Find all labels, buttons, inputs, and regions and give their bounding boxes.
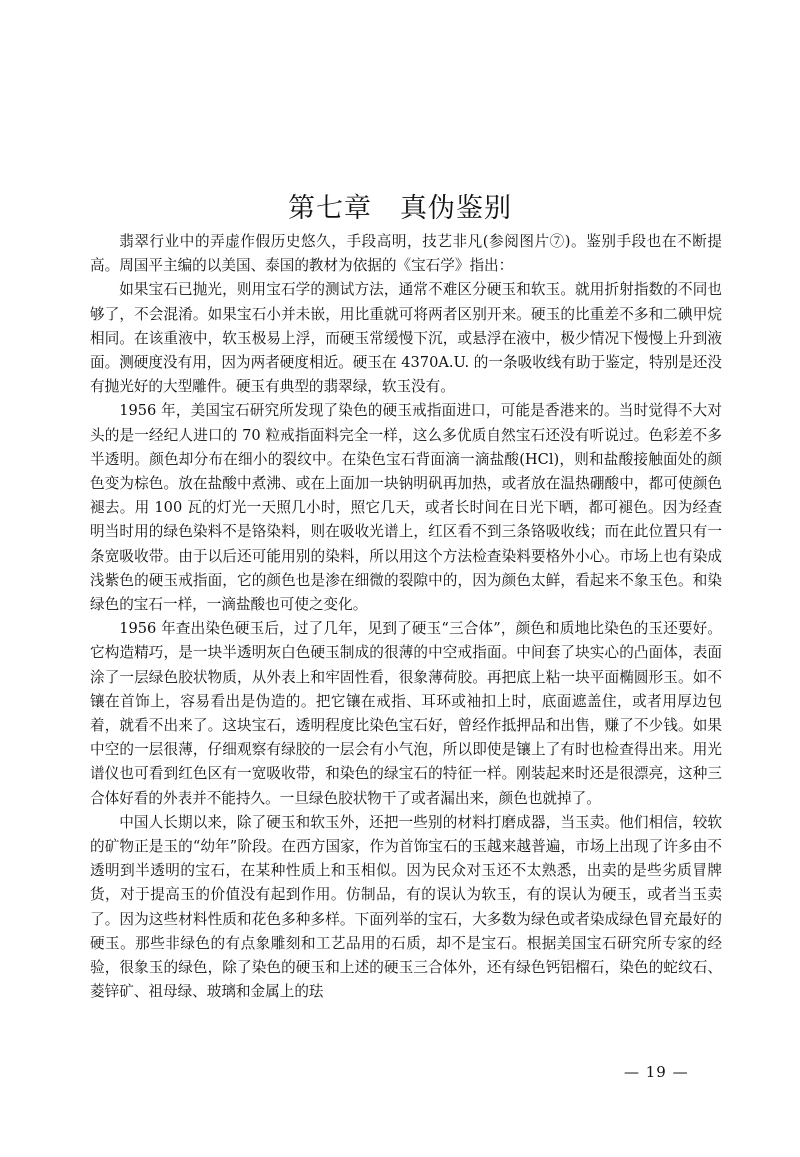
paragraph: 如果宝石已抛光，则用宝石学的测试方法，通常不难区分硬玉和软玉。就用折射指数的不同也够了，不会混淆。如果宝石小并未嵌，用比重就可将两者区别开来。硬玉的比重差不多和二碘甲烷相同。在该重液中，软玉极易上浮，而硬玉常缓慢下沉，或悬浮在液中，极少情况下慢慢上升到液面。测硬度没有用，因为两者硬度相近。硬玉在 4370A.U. 的一条吸收线有助于鉴定，特别是还没有抛光好的大型雕件。硬玉有典型的翡翠绿，软玉没有。: [90, 281, 722, 396]
chapter-title: 第七章 真伪鉴别: [288, 193, 512, 225]
paragraph: 翡翠行业中的弄虚作假历史悠久，手段高明，技艺非凡(参阅图片⑦)。鉴别手段也在不断提高。周国平主编的以美国、泰国的教材为依据的《宝石学》指出：: [90, 233, 722, 275]
page-number: — 19 —: [624, 1063, 689, 1081]
paragraph: 中国人长期以来，除了硬玉和软玉外，还把一些别的材料打磨成器，当玉卖。他们相信，较软的矿物正是玉的“幼年”阶段。在西方国家，作为首饰宝石的玉越来越普遍，市场上出现了许多由不透明到半透明的宝石，在某种性质上和玉相似。因为民众对玉还不太熟悉，出卖的是些劣质冒牌货，对于提高玉的价值没有起到作用。仿制品，有的误认为软玉，有的误认为硬玉，或者当玉卖了。因为这些材料性质和花色多种多样。下面列举的宝石，大多数为绿色或者染成绿色冒充最好的硬玉。那些非绿色的有点象雕刻和工艺品用的石质，却不是宝石。根据美国宝石研究所专家的经验，很象玉的绿色，除了染色的硬玉和上述的硬玉三合体外，还有绿色钙铝榴石，染色的蛇纹石、菱锌矿、祖母绿、玻璃和金属上的珐: [90, 813, 722, 1001]
paragraph: 1956 年查出染色硬玉后，过了几年，见到了硬玉“三合体”，颜色和质地比染色的玉还要好。它构造精巧，是一块半透明灰白色硬玉制成的很薄的中空戒指面。中间套了块实心的凸面体，表面涂了一层绿色胶状物质，从外表上和牢固性看，很象薄荷胶。再把底上粘一块平面椭圆形玉。如不镶在首饰上，容易看出是伪造的。把它镶在戒指、耳环或袖扣上时，底面遮盖住，或者用厚边包着，就看不出来了。这块宝石，透明程度比染色宝石好，曾经作抵押品和出售，赚了不少钱。如果中空的一层很薄，仔细观察有绿胶的一层会有小气泡，所以即使是镶上了有时也检查得出来。用光谱仪也可看到红色区有一宽吸收带，和染色的绿宝石的特征一样。刚装起来时还是很漂亮，这种三合体好看的外表并不能持久。一旦绿色胶状物干了或者漏出来，颜色也就掉了。: [90, 620, 722, 807]
paragraph: 1956 年，美国宝石研究所发现了染色的硬玉戒指面进口，可能是香港来的。当时觉得不大对头的是一经纪人进口的 70 粒戒指面料完全一样，这么多优质自然宝石还没有听说过。色彩差不多半透明。颜色却分布在细小的裂纹中。在染色宝石背面滴一滴盐酸(HCl)，则和盐酸接触面处的颜色变为棕色。放在盐酸中煮沸、或在上面加一块钠明矾再加热，或者放在温热硼酸中，都可使颜色褪去。用 100 瓦的灯光一天照几小时，照它几天，或者长时间在日光下晒，都可褪色。因为经查明当时用的绿色染料不是铬染料，则在吸收光谱上，红区看不到三条铬吸收线；而在此位置只有一条宽吸收带。由于以后还可能用别的染料，所以用这个方法检查染料要格外小心。市场上也有染成浅紫色的硬玉戒指面，它的颜色也是渗在细微的裂隙中的，因为颜色太鲜，看起来不象玉色。和染绿色的宝石一样，一滴盐酸也可使之变化。: [90, 402, 722, 614]
body-text: [90, 230, 722, 1005]
